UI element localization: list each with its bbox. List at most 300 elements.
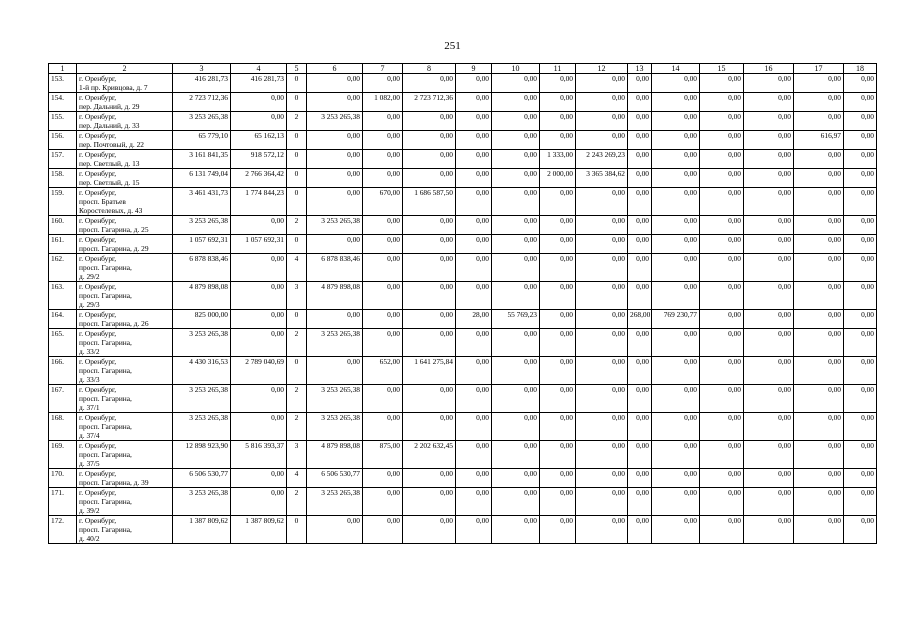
- value-cell: 2: [287, 385, 307, 413]
- value-cell: 0,00: [456, 357, 492, 385]
- value-cell: 0,00: [700, 254, 744, 282]
- value-cell: 0,00: [652, 150, 700, 169]
- column-header: 2: [77, 64, 173, 74]
- value-cell: 0,00: [540, 329, 576, 357]
- table-row: [49, 188, 877, 216]
- value-cell: 0,00: [403, 112, 456, 131]
- value-cell: 0,00: [492, 329, 540, 357]
- value-cell: 616,97: [794, 131, 844, 150]
- column-header: 13: [628, 64, 652, 74]
- value-cell: 2: [287, 216, 307, 235]
- value-cell: 0,00: [576, 516, 628, 544]
- address-line: д. 33/2: [79, 347, 100, 356]
- value-cell: 0,00: [540, 469, 576, 488]
- value-cell: 0,00: [492, 282, 540, 310]
- column-header: 10: [492, 64, 540, 74]
- value-cell: 0,00: [307, 357, 363, 385]
- value-cell: 0,00: [652, 169, 700, 188]
- value-cell: 0,00: [844, 112, 877, 131]
- address-line: просп. Гагарина,: [79, 497, 132, 506]
- value-cell: 0,00: [844, 413, 877, 441]
- value-cell: 0,00: [844, 385, 877, 413]
- value-cell: 0,00: [540, 74, 576, 93]
- value-cell: 0,00: [540, 235, 576, 254]
- value-cell: 0,00: [456, 516, 492, 544]
- address-cell: [77, 357, 173, 385]
- value-cell: 0,00: [456, 93, 492, 112]
- value-cell: 0,00: [794, 310, 844, 329]
- value-cell: 0,00: [307, 516, 363, 544]
- value-cell: 3 253 265,38: [173, 413, 231, 441]
- value-cell: 0,00: [576, 469, 628, 488]
- value-cell: 0,00: [307, 235, 363, 254]
- address-cell: [77, 216, 173, 235]
- value-cell: 0,00: [628, 150, 652, 169]
- value-cell: 0,00: [363, 282, 403, 310]
- value-cell: 0,00: [492, 357, 540, 385]
- value-cell: 0,00: [492, 131, 540, 150]
- row-number: 156.: [49, 131, 77, 150]
- value-cell: 0,00: [540, 385, 576, 413]
- value-cell: 0,00: [652, 93, 700, 112]
- value-cell: 0,00: [700, 469, 744, 488]
- table-row: [49, 357, 877, 385]
- value-cell: 0,00: [744, 329, 794, 357]
- value-cell: 3 365 384,62: [576, 169, 628, 188]
- value-cell: 1 686 587,50: [403, 188, 456, 216]
- address-cell: [77, 188, 173, 216]
- address-line: г. Оренбург,: [79, 169, 117, 178]
- row-number: 158.: [49, 169, 77, 188]
- value-cell: 0,00: [628, 441, 652, 469]
- address-line: г. Оренбург,: [79, 74, 117, 83]
- value-cell: 0,00: [744, 469, 794, 488]
- row-number: 172.: [49, 516, 77, 544]
- address-line: просп. Гагарина, д. 25: [79, 225, 149, 234]
- address-line: г. Оренбург,: [79, 150, 117, 159]
- value-cell: 0: [287, 516, 307, 544]
- value-cell: 0,00: [628, 93, 652, 112]
- data-table: [48, 63, 877, 544]
- value-cell: 0,00: [700, 235, 744, 254]
- value-cell: 0,00: [652, 74, 700, 93]
- value-cell: 0,00: [540, 441, 576, 469]
- value-cell: 2: [287, 329, 307, 357]
- value-cell: 0,00: [794, 112, 844, 131]
- value-cell: 0,00: [492, 150, 540, 169]
- value-cell: 416 281,73: [173, 74, 231, 93]
- row-number: 159.: [49, 188, 77, 216]
- value-cell: 0,00: [492, 188, 540, 216]
- value-cell: 6 506 530,77: [173, 469, 231, 488]
- value-cell: 0,00: [744, 74, 794, 93]
- value-cell: 0: [287, 357, 307, 385]
- value-cell: 0,00: [700, 93, 744, 112]
- value-cell: 0,00: [456, 131, 492, 150]
- value-cell: 0,00: [403, 169, 456, 188]
- address-line: г. Оренбург,: [79, 131, 117, 140]
- header-row: [49, 64, 877, 74]
- address-cell: [77, 74, 173, 93]
- value-cell: 0,00: [652, 112, 700, 131]
- value-cell: 769 230,77: [652, 310, 700, 329]
- value-cell: 0,00: [231, 216, 287, 235]
- value-cell: 0,00: [700, 169, 744, 188]
- value-cell: 0,00: [492, 235, 540, 254]
- value-cell: 2 723 712,36: [173, 93, 231, 112]
- value-cell: 0,00: [492, 516, 540, 544]
- value-cell: 1 057 692,31: [231, 235, 287, 254]
- value-cell: 0,00: [576, 74, 628, 93]
- value-cell: 0,00: [628, 413, 652, 441]
- value-cell: 0,00: [700, 282, 744, 310]
- value-cell: 0,00: [540, 131, 576, 150]
- value-cell: 3 161 841,35: [173, 150, 231, 169]
- value-cell: 65 162,13: [231, 131, 287, 150]
- value-cell: 12 898 923,90: [173, 441, 231, 469]
- value-cell: 0,00: [492, 216, 540, 235]
- column-header: 17: [794, 64, 844, 74]
- value-cell: 0,00: [231, 413, 287, 441]
- value-cell: 0,00: [231, 329, 287, 357]
- value-cell: 0,00: [540, 516, 576, 544]
- value-cell: 0,00: [744, 216, 794, 235]
- value-cell: 3 253 265,38: [173, 385, 231, 413]
- value-cell: 0,00: [652, 216, 700, 235]
- value-cell: 0,00: [794, 516, 844, 544]
- value-cell: 1 082,00: [363, 93, 403, 112]
- value-cell: 0,00: [794, 282, 844, 310]
- address-cell: [77, 112, 173, 131]
- value-cell: 0,00: [456, 254, 492, 282]
- value-cell: 1 387 809,62: [231, 516, 287, 544]
- value-cell: 0,00: [844, 310, 877, 329]
- value-cell: 3 253 265,38: [307, 112, 363, 131]
- value-cell: 1 333,00: [540, 150, 576, 169]
- table-row: [49, 169, 877, 188]
- value-cell: 0,00: [744, 254, 794, 282]
- table-row: [49, 385, 877, 413]
- value-cell: 0,00: [307, 169, 363, 188]
- value-cell: 0,00: [576, 188, 628, 216]
- value-cell: 2 202 632,45: [403, 441, 456, 469]
- value-cell: 0,00: [844, 254, 877, 282]
- value-cell: 4: [287, 469, 307, 488]
- value-cell: 0,00: [456, 469, 492, 488]
- value-cell: 670,00: [363, 188, 403, 216]
- value-cell: 0,00: [363, 469, 403, 488]
- value-cell: 0,00: [628, 469, 652, 488]
- value-cell: 0,00: [492, 169, 540, 188]
- address-line: г. Оренбург,: [79, 235, 117, 244]
- address-line: г. Оренбург,: [79, 469, 117, 478]
- value-cell: 0,00: [652, 488, 700, 516]
- value-cell: 0,00: [576, 216, 628, 235]
- value-cell: 0,00: [363, 235, 403, 254]
- value-cell: 0,00: [403, 74, 456, 93]
- table-row: [49, 254, 877, 282]
- value-cell: 0,00: [540, 93, 576, 112]
- value-cell: 0,00: [844, 441, 877, 469]
- value-cell: 0,00: [492, 413, 540, 441]
- value-cell: 0,00: [794, 329, 844, 357]
- value-cell: 0,00: [700, 413, 744, 441]
- address-line: г. Оренбург,: [79, 488, 117, 497]
- value-cell: 0,00: [744, 131, 794, 150]
- table-row: [49, 112, 877, 131]
- value-cell: 0,00: [540, 254, 576, 282]
- row-number: 162.: [49, 254, 77, 282]
- value-cell: 0,00: [794, 254, 844, 282]
- value-cell: 0,00: [794, 357, 844, 385]
- value-cell: 0,00: [307, 74, 363, 93]
- value-cell: 0,00: [403, 150, 456, 169]
- value-cell: 2: [287, 413, 307, 441]
- address-line: г. Оренбург,: [79, 329, 117, 338]
- column-header: 15: [700, 64, 744, 74]
- value-cell: 0: [287, 188, 307, 216]
- value-cell: 0,00: [628, 516, 652, 544]
- value-cell: 0,00: [492, 469, 540, 488]
- address-cell: [77, 235, 173, 254]
- row-number: 154.: [49, 93, 77, 112]
- value-cell: 918 572,12: [231, 150, 287, 169]
- value-cell: 0,00: [363, 329, 403, 357]
- value-cell: 4 879 898,08: [307, 282, 363, 310]
- value-cell: 0,00: [744, 357, 794, 385]
- value-cell: 0,00: [652, 357, 700, 385]
- value-cell: 4 430 316,53: [173, 357, 231, 385]
- value-cell: 0,00: [652, 469, 700, 488]
- row-number: 160.: [49, 216, 77, 235]
- address-line: просп. Гагарина,: [79, 338, 132, 347]
- address-line: просп. Гагарина,: [79, 525, 132, 534]
- value-cell: 2 243 269,23: [576, 150, 628, 169]
- value-cell: 0,00: [363, 385, 403, 413]
- value-cell: 1 387 809,62: [173, 516, 231, 544]
- row-number: 155.: [49, 112, 77, 131]
- value-cell: 0,00: [307, 310, 363, 329]
- value-cell: 0,00: [700, 131, 744, 150]
- value-cell: 0,00: [231, 93, 287, 112]
- row-number: 166.: [49, 357, 77, 385]
- value-cell: 0,00: [576, 329, 628, 357]
- value-cell: 1 641 275,84: [403, 357, 456, 385]
- value-cell: 0,00: [231, 488, 287, 516]
- value-cell: 0,00: [576, 112, 628, 131]
- value-cell: 0,00: [231, 469, 287, 488]
- address-line: г. Оренбург,: [79, 385, 117, 394]
- value-cell: 0: [287, 235, 307, 254]
- column-header: 4: [231, 64, 287, 74]
- value-cell: 0,00: [628, 235, 652, 254]
- value-cell: 0,00: [231, 112, 287, 131]
- value-cell: 0,00: [700, 216, 744, 235]
- value-cell: 0,00: [744, 516, 794, 544]
- value-cell: 3 253 265,38: [173, 112, 231, 131]
- value-cell: 0,00: [844, 131, 877, 150]
- value-cell: 0,00: [576, 385, 628, 413]
- address-line: г. Оренбург,: [79, 413, 117, 422]
- address-line: г. Оренбург,: [79, 310, 117, 319]
- value-cell: 0,00: [794, 188, 844, 216]
- value-cell: 0,00: [700, 112, 744, 131]
- address-cell: [77, 329, 173, 357]
- value-cell: 1 774 844,23: [231, 188, 287, 216]
- value-cell: 0: [287, 131, 307, 150]
- address-line: просп. Гагарина,: [79, 366, 132, 375]
- value-cell: 0,00: [628, 216, 652, 235]
- value-cell: 0: [287, 310, 307, 329]
- value-cell: 0,00: [744, 413, 794, 441]
- table-row: [49, 413, 877, 441]
- value-cell: 268,00: [628, 310, 652, 329]
- value-cell: 0,00: [403, 516, 456, 544]
- address-line: г. Оренбург,: [79, 93, 117, 102]
- value-cell: 0,00: [492, 488, 540, 516]
- table-row: [49, 310, 877, 329]
- row-number: 165.: [49, 329, 77, 357]
- address-line: д. 37/4: [79, 431, 100, 440]
- row-number: 169.: [49, 441, 77, 469]
- value-cell: 0,00: [492, 93, 540, 112]
- value-cell: 0: [287, 93, 307, 112]
- address-line: д. 29/2: [79, 272, 100, 281]
- value-cell: 0,00: [844, 74, 877, 93]
- value-cell: 0,00: [540, 488, 576, 516]
- value-cell: 0,00: [794, 413, 844, 441]
- value-cell: 0,00: [652, 516, 700, 544]
- address-line: г. Оренбург,: [79, 188, 117, 197]
- column-header: 1: [49, 64, 77, 74]
- column-header: 6: [307, 64, 363, 74]
- value-cell: 0,00: [363, 150, 403, 169]
- value-cell: 0,00: [456, 188, 492, 216]
- value-cell: 3 253 265,38: [173, 488, 231, 516]
- value-cell: 65 779,10: [173, 131, 231, 150]
- address-cell: [77, 254, 173, 282]
- value-cell: 3 253 265,38: [307, 385, 363, 413]
- address-cell: [77, 93, 173, 112]
- table-row: [49, 131, 877, 150]
- table-row: [49, 74, 877, 93]
- value-cell: 0,00: [576, 131, 628, 150]
- value-cell: 0,00: [492, 254, 540, 282]
- value-cell: 0,00: [492, 112, 540, 131]
- value-cell: 3 253 265,38: [173, 329, 231, 357]
- value-cell: 6 878 838,46: [307, 254, 363, 282]
- value-cell: 0,00: [576, 235, 628, 254]
- value-cell: 0,00: [576, 441, 628, 469]
- address-line: просп. Гагарина,: [79, 394, 132, 403]
- value-cell: 0,00: [540, 282, 576, 310]
- column-header: 11: [540, 64, 576, 74]
- value-cell: 0,00: [844, 282, 877, 310]
- value-cell: 0,00: [628, 488, 652, 516]
- value-cell: 0,00: [628, 282, 652, 310]
- value-cell: 4 879 898,08: [173, 282, 231, 310]
- address-cell: [77, 385, 173, 413]
- value-cell: 0,00: [794, 488, 844, 516]
- value-cell: 0,00: [628, 131, 652, 150]
- value-cell: 0,00: [744, 169, 794, 188]
- value-cell: 0,00: [652, 441, 700, 469]
- value-cell: 0,00: [700, 357, 744, 385]
- value-cell: 825 000,00: [173, 310, 231, 329]
- row-number: 157.: [49, 150, 77, 169]
- value-cell: 0,00: [652, 188, 700, 216]
- address-line: просп. Братьев: [79, 197, 126, 206]
- value-cell: 0,00: [700, 150, 744, 169]
- value-cell: 0,00: [744, 93, 794, 112]
- value-cell: 0,00: [700, 329, 744, 357]
- value-cell: 0: [287, 169, 307, 188]
- address-line: г. Оренбург,: [79, 357, 117, 366]
- value-cell: 4 879 898,08: [307, 441, 363, 469]
- value-cell: 3: [287, 441, 307, 469]
- value-cell: 0,00: [794, 385, 844, 413]
- address-cell: [77, 413, 173, 441]
- row-number: 167.: [49, 385, 77, 413]
- value-cell: 0,00: [231, 254, 287, 282]
- value-cell: 0,00: [456, 216, 492, 235]
- value-cell: 0,00: [576, 282, 628, 310]
- address-cell: [77, 469, 173, 488]
- row-number: 163.: [49, 282, 77, 310]
- value-cell: 6 506 530,77: [307, 469, 363, 488]
- address-cell: [77, 441, 173, 469]
- value-cell: 4: [287, 254, 307, 282]
- value-cell: 0,00: [363, 216, 403, 235]
- value-cell: 0,00: [456, 169, 492, 188]
- value-cell: 0,00: [844, 169, 877, 188]
- page-number: 251: [444, 40, 461, 52]
- value-cell: 0,00: [456, 488, 492, 516]
- value-cell: 0,00: [576, 413, 628, 441]
- value-cell: 0,00: [844, 357, 877, 385]
- value-cell: 0,00: [456, 282, 492, 310]
- value-cell: 0,00: [363, 74, 403, 93]
- column-header: 3: [173, 64, 231, 74]
- address-cell: [77, 488, 173, 516]
- address-line: д. 37/1: [79, 403, 100, 412]
- value-cell: 0,00: [744, 282, 794, 310]
- value-cell: 0,00: [307, 188, 363, 216]
- value-cell: 0,00: [744, 235, 794, 254]
- value-cell: 0,00: [794, 469, 844, 488]
- value-cell: 0,00: [794, 74, 844, 93]
- value-cell: 0,00: [456, 150, 492, 169]
- column-header: 14: [652, 64, 700, 74]
- value-cell: 875,00: [363, 441, 403, 469]
- value-cell: 3 461 431,73: [173, 188, 231, 216]
- value-cell: 2 789 040,69: [231, 357, 287, 385]
- value-cell: 0,00: [363, 112, 403, 131]
- column-header: 5: [287, 64, 307, 74]
- value-cell: 0,00: [540, 357, 576, 385]
- value-cell: 0,00: [363, 131, 403, 150]
- value-cell: 0,00: [576, 93, 628, 112]
- value-cell: 0,00: [540, 413, 576, 441]
- value-cell: 0,00: [700, 310, 744, 329]
- value-cell: 0,00: [700, 488, 744, 516]
- column-header: 7: [363, 64, 403, 74]
- value-cell: 0,00: [403, 310, 456, 329]
- value-cell: 0,00: [540, 112, 576, 131]
- row-number: 153.: [49, 74, 77, 93]
- value-cell: 0,00: [307, 93, 363, 112]
- value-cell: 0,00: [794, 169, 844, 188]
